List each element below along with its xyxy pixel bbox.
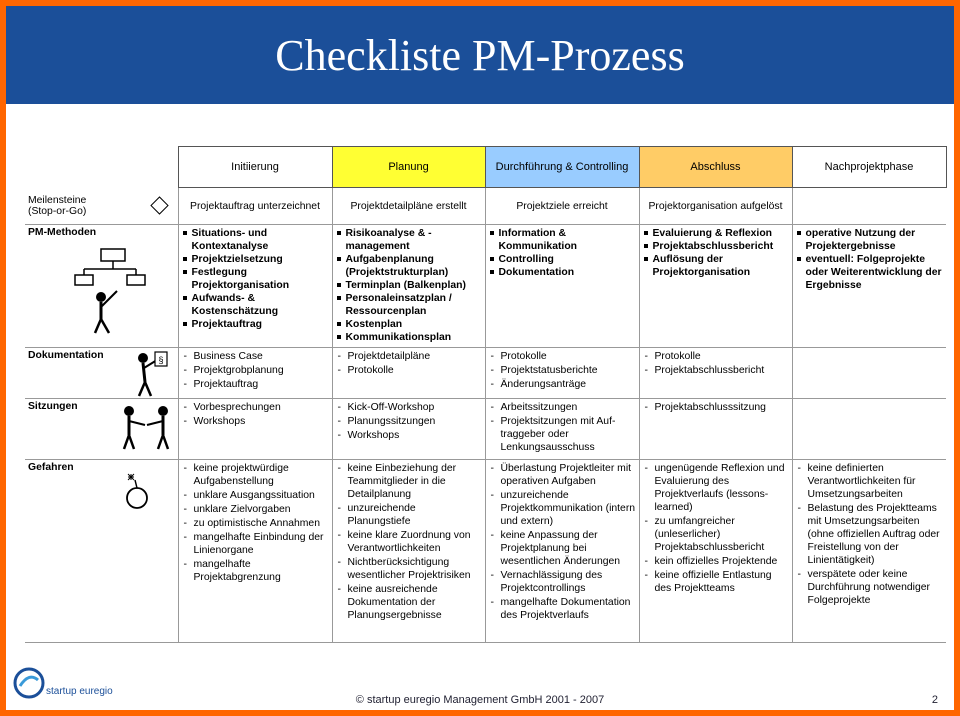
list <box>336 401 482 442</box>
list-item: - keine definierten Verantwortlichkeiten für Umsetzungsarbeiten <box>796 462 944 501</box>
rowhead-sitzungen <box>25 399 178 460</box>
list-item: - Projektabschlussbericht <box>643 364 789 377</box>
list-item: Projektabschlussbericht <box>643 240 789 253</box>
dokumentation-abschluss <box>639 348 792 399</box>
meeting-people-icon <box>117 403 177 453</box>
list-item: - mangelhafte Projektabgrenzung <box>182 558 329 584</box>
list-item: Controlling <box>489 253 636 266</box>
list-item: Kostenplan <box>336 318 482 331</box>
list-item: Information & Kommunikation <box>489 227 636 253</box>
list <box>489 227 636 279</box>
list-item: Personaleinsatzplan / Ressourcenplan <box>336 292 482 318</box>
list-item: - Überlastung Projektleiter mit operativen Aufgaben <box>489 462 636 488</box>
list-item: - keine Anpassung der Projektplanung bei wesentlichen Änderungen <box>489 529 636 568</box>
header-nachprojektphase: Nachprojektphase <box>792 147 946 188</box>
sitzungen-abschluss <box>639 399 792 460</box>
gefahren-label: Gefahren <box>28 462 74 473</box>
list-item: - Vorbesprechungen <box>182 401 329 414</box>
page-number: 2 <box>931 694 938 706</box>
list-item: eventuell: Folgeprojekte oder Weiterentwicklung der Ergebnisse <box>796 253 944 292</box>
pm-methoden-label: PM-Methoden <box>28 227 97 238</box>
gefahren-nachprojekt <box>792 460 946 643</box>
list-item: Festlegung Projektorganisation <box>182 266 329 292</box>
gefahren-abschluss <box>639 460 792 643</box>
list <box>489 401 636 454</box>
header-abschluss: Abschluss <box>639 147 792 188</box>
list <box>643 350 789 377</box>
list-item: - verspätete oder keine Durchführung notwendiger Folgeprojekte <box>796 568 944 607</box>
list-item: - Projektabschlusssitzung <box>643 401 789 414</box>
list-item: - Workshops <box>336 429 482 442</box>
dokumentation-label: Dokumentation <box>28 350 104 361</box>
list-item: - ungenügende Reflexion und Evaluierung des Projektverlaufs (lessons-learned) <box>643 462 789 514</box>
slide-title: Checkliste PM-Prozess <box>275 30 685 80</box>
header-blank <box>25 147 178 188</box>
bomb-icon <box>117 470 157 510</box>
header-planung: Planung <box>332 147 485 188</box>
row-meilensteine <box>25 188 946 225</box>
list-item: Projektzielsetzung <box>182 253 329 266</box>
list-item: - keine ausreichende Dokumentation der Planungsergebnisse <box>336 583 482 622</box>
dokumentation-initiierung <box>178 348 332 399</box>
row-pm-methoden <box>25 225 946 348</box>
sitzungen-initiierung <box>178 399 332 460</box>
header-initiierung: Initiierung <box>178 147 332 188</box>
list-item: - mangelhafte Dokumentation des Projektverlaufs <box>489 596 636 622</box>
list <box>643 227 789 279</box>
list-item: - Kick-Off-Workshop <box>336 401 482 414</box>
document-person-icon <box>131 350 171 398</box>
list-item: - Projektauftrag <box>182 378 329 391</box>
list-item: - unklare Zielvorgaben <box>182 503 329 516</box>
list-item: - Vernachlässigung des Projektcontrollings <box>489 569 636 595</box>
sitzungen-planung <box>332 399 485 460</box>
list-item: - mangelhafte Einbindung der Linienorgane <box>182 531 329 557</box>
list-item: - Projektdetailpläne <box>336 350 482 363</box>
milestone-initiierung: Projektauftrag unterzeichnet <box>178 188 332 225</box>
list-item: - Arbeitssitzungen <box>489 401 636 414</box>
list-item: - keine Einbeziehung der Teammitglieder in die Detailplanung <box>336 462 482 501</box>
dokumentation-planung <box>332 348 485 399</box>
dokumentation-nachprojekt <box>792 348 946 399</box>
list-item: Risikoanalyse & -management <box>336 227 482 253</box>
list-item: Dokumentation <box>489 266 636 279</box>
list <box>336 350 482 377</box>
gefahren-initiierung <box>178 460 332 643</box>
list-item: Terminplan (Balkenplan) <box>336 279 482 292</box>
list-item: - Workshops <box>182 415 329 428</box>
gefahren-durchfuehrung <box>485 460 639 643</box>
list <box>489 462 636 622</box>
sitzungen-label: Sitzungen <box>28 401 78 412</box>
pm-methoden-planung <box>332 225 485 348</box>
sitzungen-durchfuehrung <box>485 399 639 460</box>
dokumentation-durchfuehrung <box>485 348 639 399</box>
milestone-planung: Projektdetailpläne erstellt <box>332 188 485 225</box>
milestone-abschluss: Projektorganisation aufgelöst <box>639 188 792 225</box>
list <box>182 350 329 391</box>
list <box>643 401 789 414</box>
milestone-nachprojekt <box>792 188 946 225</box>
list-item: Auflösung der Projektorganisation <box>643 253 789 279</box>
list <box>796 227 944 292</box>
list-item: - unklare Ausgangssituation <box>182 489 329 502</box>
rowhead-gefahren <box>25 460 178 643</box>
list <box>182 227 329 331</box>
list-item: - Planungssitzungen <box>336 415 482 428</box>
rowhead-pm-methoden <box>25 225 178 348</box>
list <box>643 462 789 595</box>
list-item: - unzureichende Projektkommunikation (intern und extern) <box>489 489 636 528</box>
footer-copyright: © startup euregio Management GmbH 2001 - 2007 <box>355 694 605 706</box>
list-item: operative Nutzung der Projektergebnisse <box>796 227 944 253</box>
list <box>336 462 482 622</box>
list-item: Aufgabenplanung (Projektstrukturplan) <box>336 253 482 279</box>
title-bar <box>6 6 954 104</box>
checklist-table <box>25 146 947 643</box>
list-item: - Belastung des Projektteams mit Umsetzungsarbeiten (ohne offiziellen Auftrag oder Freistellung von der Linientätigkeit) <box>796 502 944 567</box>
pm-methoden-nachprojekt <box>792 225 946 348</box>
list-item: Situations- und Kontextanalyse <box>182 227 329 253</box>
list <box>182 401 329 428</box>
pm-methoden-durchfuehrung <box>485 225 639 348</box>
pm-methoden-initiierung <box>178 225 332 348</box>
gefahren-planung <box>332 460 485 643</box>
list-item: - keine offizielle Entlastung des Projektteams <box>643 569 789 595</box>
list-item: Kommunikationsplan <box>336 331 482 344</box>
list-item: - zu optimistische Annahmen <box>182 517 329 530</box>
list-item: - Projektgrobplanung <box>182 364 329 377</box>
list-item: - kein offizielles Projektende <box>643 555 789 568</box>
slide <box>6 6 954 710</box>
list-item: - keine klare Zuordnung von Verantwortlichkeiten <box>336 529 482 555</box>
header-durchfuehrung: Durchführung & Controlling <box>485 147 639 188</box>
list <box>489 350 636 391</box>
list-item: - Protokolle <box>336 364 482 377</box>
rowhead-dokumentation <box>25 348 178 399</box>
list-item: - Business Case <box>182 350 329 363</box>
list-item: Evaluierung & Reflexion <box>643 227 789 240</box>
milestone-durchfuehrung: Projektziele erreicht <box>485 188 639 225</box>
list-item: - Projektstatusberichte <box>489 364 636 377</box>
rowhead-meilensteine <box>25 188 178 225</box>
pm-methoden-abschluss <box>639 225 792 348</box>
meilensteine-sublabel: (Stop-or-Go) <box>28 205 87 217</box>
list-item: - zu umfangreicher (unleserlicher) Projektabschlussbericht <box>643 515 789 554</box>
list-item: - keine projektwürdige Aufgabenstellung <box>182 462 329 488</box>
list <box>336 227 482 344</box>
org-chart-person-icon <box>65 245 155 335</box>
list-item: - Protokolle <box>489 350 636 363</box>
meilensteine-label: Meilensteine <box>28 194 87 206</box>
row-sitzungen <box>25 399 946 460</box>
list <box>182 462 329 584</box>
row-dokumentation <box>25 348 946 399</box>
list <box>796 462 944 607</box>
sitzungen-nachprojekt <box>792 399 946 460</box>
list-item: - Protokolle <box>643 350 789 363</box>
svg-text:§: § <box>158 355 164 365</box>
header-row <box>25 147 946 188</box>
list-item: - Projektsitzungen mit Auf-traggeber oder Lenkungsausschuss <box>489 415 636 454</box>
list-item: Aufwands- & Kostenschätzung <box>182 292 329 318</box>
logo-text: startup euregio <box>46 686 113 697</box>
list-item: - Nichtberücksichtigung wesentlicher Projektrisiken <box>336 556 482 582</box>
list-item: - Änderungsanträge <box>489 378 636 391</box>
row-gefahren <box>25 460 946 643</box>
list-item: Projektauftrag <box>182 318 329 331</box>
list-item: - unzureichende Planungstiefe <box>336 502 482 528</box>
